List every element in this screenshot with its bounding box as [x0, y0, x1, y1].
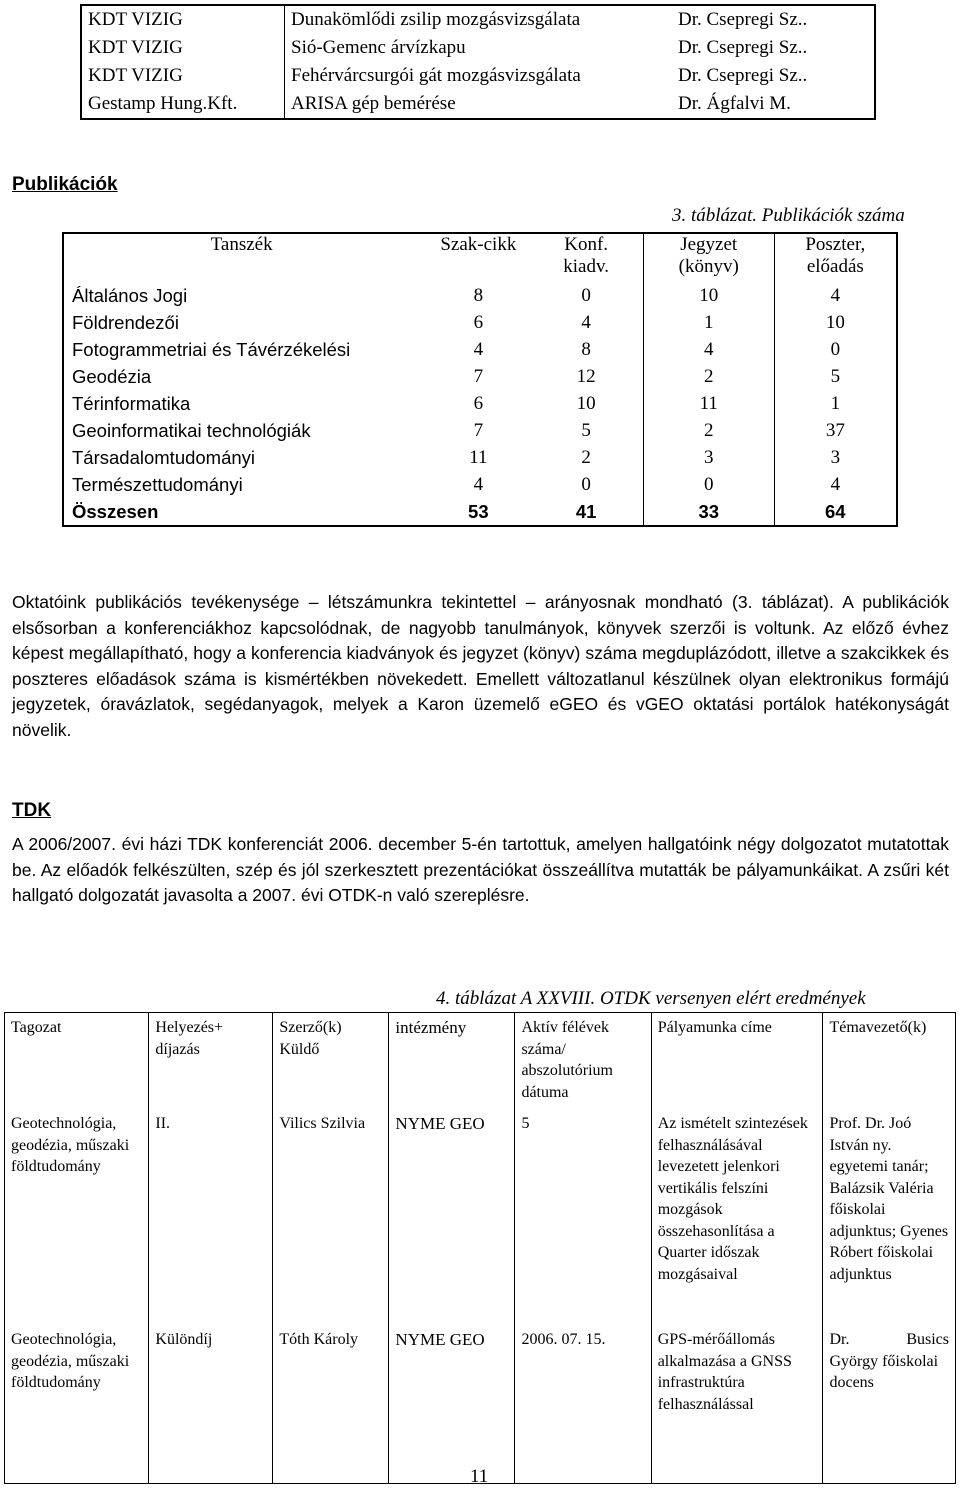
project-title: Dunakömlődi zsilip mozgásvizsgálata — [291, 9, 581, 30]
cell-semesters: 5 — [515, 1109, 651, 1325]
header-articles: Szak-cikk — [440, 234, 517, 255]
cell-notes: 3 — [643, 444, 774, 471]
project-org: KDT VIZIG — [81, 34, 285, 62]
tdk-paragraph: A 2006/2007. évi házi TDK konferenciát 2006. december 5-én tartottuk, amelyen hallgatóink négy dolgozatot mutatottak be. Az előadók felkészülten, szép és jól szerkesztett prezentációkat összeállítva mutatták be pályamunkáikat. A zsűri két hallgató dolgozatát javasolta a 2007. évi OTDK-n való szereplésre. — [12, 834, 949, 905]
cell-conf: 0 — [529, 282, 643, 309]
table-row — [63, 444, 897, 471]
cell-supervisor — [823, 1325, 956, 1484]
cell-conf: 0 — [529, 471, 643, 498]
total-conf: 41 — [529, 498, 643, 526]
publications-paragraph: Oktatóink publikációs tevékenysége – létszámunkra tekintettel – arányosnak mondható (3. táblázat). A publikációk elsősorban a konferenciákhoz kapcsolódnak, de nagyobb tanulmányok, könyvek szerzői is voltunk. Az előző évhez képest megállapítható, hogy a konferencia kiadványok és jegyzet (könyv) száma megduplázódott, illetve a szakcikkek és poszteres előadások száma is kismértékben növekedett. Emellett változatlanul készülnek olyan elektronikus formájú jegyzetek, óravázlatok, segédanyagok, melyek a Karon üzemelő eGEO és vGEO oktatási portálok hatékonyságát növelik. — [12, 592, 949, 740]
cell-notes: 2 — [643, 417, 774, 444]
projects-table — [80, 4, 876, 120]
table-row — [63, 471, 897, 498]
supervisor-rest: György főiskolai docens — [829, 1352, 939, 1391]
cell-notes: 4 — [643, 336, 774, 363]
supervisor-surname: Busics — [906, 1331, 949, 1348]
cell-conf: 8 — [529, 336, 643, 363]
table-row — [63, 363, 897, 390]
header-poster — [774, 233, 897, 282]
header-conf-label: Konf. kiadv. — [563, 234, 609, 277]
supervisor-title: Dr. — [829, 1331, 850, 1348]
cell-author: Vilics Szilvia — [273, 1109, 389, 1325]
table-row — [81, 5, 875, 34]
total-label: Összesen — [72, 501, 159, 522]
header-institution: intézmény — [389, 1013, 515, 1110]
cell-notes: 1 — [643, 309, 774, 336]
table4-caption: 4. táblázat A XXVIII. OTDK versenyen elért eredmények — [436, 988, 866, 1009]
cell-conf: 2 — [529, 444, 643, 471]
table-row — [5, 1109, 956, 1325]
table-row — [63, 417, 897, 444]
cell-conf: 4 — [529, 309, 643, 336]
cell-articles: 7 — [473, 366, 484, 387]
header-notes-label: Jegyzet (könyv) — [678, 234, 739, 277]
table-row — [63, 390, 897, 417]
cell-poster: 4 — [830, 285, 841, 306]
table-row — [5, 1325, 956, 1484]
header-poster-label: Poszter, előadás — [805, 234, 866, 277]
cell-placement: II. — [149, 1109, 273, 1325]
page-number: 11 — [470, 1466, 489, 1487]
cell-poster: 37 — [825, 420, 845, 441]
cell-work-title: GPS-mérőállomás alkalmazása a GNSS infrastruktúra felhasználással — [651, 1325, 823, 1484]
total-row — [63, 498, 897, 526]
cell-supervisor: Prof. Dr. Joó István ny. egyetemi tanár; Balázsik Valéria főiskolai adjunktus; Gyenes Róbert főiskolai adjunktus — [823, 1109, 956, 1325]
cell-notes: 11 — [643, 390, 774, 417]
cell-poster: 5 — [830, 366, 841, 387]
cell-institution: NYME GEO — [389, 1325, 515, 1484]
cell-articles: 8 — [473, 285, 484, 306]
table-row — [63, 309, 897, 336]
project-title: Sió-Gemenc árvízkapu — [291, 37, 466, 58]
cell-conf: 12 — [529, 363, 643, 390]
project-person: Dr. Csepregi Sz.. — [678, 37, 808, 58]
department-name: Geoinformatikai technológiák — [72, 420, 311, 441]
project-title: ARISA gép bemérése — [291, 93, 456, 114]
table-header-row — [63, 233, 897, 282]
header-department: Tanszék — [210, 234, 273, 255]
department-name: Természettudományi — [72, 474, 243, 495]
supervisor-first-line — [829, 1329, 949, 1351]
header-supervisor: Témavezető(k) — [823, 1013, 956, 1110]
cell-articles: 6 — [473, 393, 484, 414]
cell-poster: 3 — [830, 447, 841, 468]
department-name: Általános Jogi — [72, 285, 188, 306]
cell-articles: 4 — [473, 339, 484, 360]
cell-poster: 0 — [830, 339, 841, 360]
cell-poster: 10 — [825, 312, 845, 333]
otdk-table — [4, 1012, 956, 1484]
department-name: Fotogrammetriai és Távérzékelési — [72, 339, 351, 360]
table-row — [81, 90, 875, 119]
header-notes — [643, 233, 774, 282]
cell-semesters: 2006. 07. 15. — [515, 1325, 651, 1484]
cell-conf: 5 — [529, 417, 643, 444]
publications-heading: Publikációk — [12, 174, 118, 195]
cell-poster: 4 — [830, 474, 841, 495]
tdk-heading: TDK — [12, 800, 52, 821]
cell-section: Geotechnológia, geodézia, műszaki földtudomány — [11, 1331, 130, 1391]
project-org: KDT VIZIG — [81, 5, 285, 34]
total-articles: 53 — [468, 501, 489, 522]
cell-articles: 4 — [473, 474, 484, 495]
total-notes: 33 — [643, 498, 774, 526]
cell-articles: 7 — [473, 420, 484, 441]
department-name: Társadalomtudományi — [72, 447, 256, 468]
cell-notes: 2 — [643, 363, 774, 390]
cell-placement: Különdíj — [149, 1325, 273, 1484]
table-row — [81, 34, 875, 62]
header-section: Tagozat — [11, 1019, 62, 1036]
cell-notes: 10 — [643, 282, 774, 309]
publications-table — [62, 232, 898, 527]
project-org: Gestamp Hung.Kft. — [81, 90, 285, 119]
department-name: Geodézia — [72, 366, 152, 387]
project-person: Dr. Csepregi Sz.. — [678, 65, 808, 86]
cell-section: Geotechnológia, geodézia, műszaki földtudomány — [11, 1115, 130, 1175]
table-row — [81, 62, 875, 90]
table3-caption: 3. táblázat. Publikációk száma — [672, 205, 905, 226]
table-header-row — [5, 1013, 956, 1110]
table-row — [63, 336, 897, 363]
project-person: Dr. Csepregi Sz.. — [678, 9, 808, 30]
project-person: Dr. Ágfalvi M. — [678, 93, 791, 114]
header-work-title: Pályamunka címe — [651, 1013, 823, 1110]
header-semesters: Aktív félévek száma/ abszolutórium dátuma — [515, 1013, 651, 1110]
department-name: Térinformatika — [72, 393, 191, 414]
cell-poster: 1 — [830, 393, 841, 414]
cell-conf: 10 — [529, 390, 643, 417]
cell-articles: 11 — [469, 447, 488, 468]
project-title: Fehérvárcsurgói gát mozgásvizsgálata — [291, 65, 581, 86]
department-name: Földrendezői — [72, 312, 179, 333]
table-row — [63, 282, 897, 309]
cell-notes: 0 — [643, 471, 774, 498]
cell-articles: 6 — [473, 312, 484, 333]
header-author: Szerző(k) Küldő — [273, 1013, 389, 1110]
cell-author: Tóth Károly — [273, 1325, 389, 1484]
cell-work-title: Az ismételt szintezések felhasználásával levezetett jelenkori vertikális felszíni mozgások összehasonlítása a Quarter időszak mozgásaival — [651, 1109, 823, 1325]
project-org: KDT VIZIG — [81, 62, 285, 90]
total-poster: 64 — [825, 501, 846, 522]
header-conf — [529, 233, 643, 282]
header-placement: Helyezés+ díjazás — [149, 1013, 273, 1110]
cell-institution: NYME GEO — [389, 1109, 515, 1325]
